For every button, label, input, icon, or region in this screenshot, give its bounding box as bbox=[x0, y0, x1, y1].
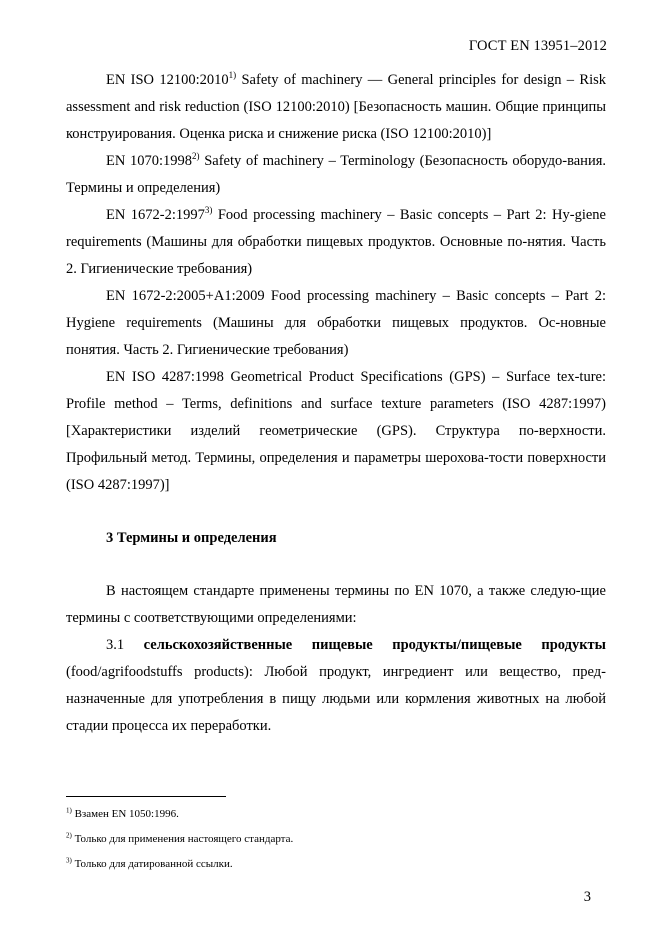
document-code: ГОСТ EN 13951–2012 bbox=[468, 38, 607, 54]
footnote-text: Только для датированной ссылки. bbox=[71, 858, 233, 870]
footnote-mark: 1) bbox=[228, 70, 237, 81]
section-heading: 3 Термины и определения bbox=[106, 530, 277, 546]
footnote bbox=[66, 852, 606, 877]
term-number: 3.1 bbox=[106, 637, 144, 653]
reference-code: EN 1070:1998 bbox=[106, 153, 193, 169]
footnote-mark: 3) bbox=[204, 205, 213, 216]
term-title: сельскохозяйственные пищевые продукты/пищевые продукты bbox=[143, 637, 606, 653]
reference-code: EN 1672-2:1997 bbox=[106, 207, 205, 223]
reference-item bbox=[66, 67, 606, 148]
reference-item bbox=[66, 283, 606, 364]
footnote-mark: 2) bbox=[192, 151, 200, 162]
reference-item bbox=[66, 148, 606, 202]
reference-item bbox=[66, 202, 606, 283]
reference-code: EN ISO 4287:1998 bbox=[106, 369, 224, 385]
footnote-divider bbox=[66, 796, 226, 797]
footnote-mark: 2) bbox=[66, 831, 72, 840]
footnote-text: Взамен EN 1050:1996. bbox=[71, 808, 179, 820]
footnote-mark: 3) bbox=[66, 856, 72, 865]
footnote-mark: 1) bbox=[66, 806, 72, 815]
reference-text: Food processing machinery – Basic concepts – Part 2: Hy-giene requirements (Машины для обработки пищевых продуктов. Основные по-нятия. Часть 2. Гигиенические требования) bbox=[66, 207, 606, 277]
term-definition: (food/agrifoodstuffs products): Любой продукт, ингредиент или вещество, пред-назначенные для употребления в пищу людьми или кормления животных на любой стадии процесса их переработки. bbox=[66, 664, 606, 734]
reference-code: EN 1672-2:2005+A1:2009 bbox=[106, 288, 265, 304]
page-body bbox=[66, 67, 606, 740]
reference-text: Geometrical Product Specifications (GPS) – Surface tex-ture: Profile method – Terms, definitions and surface texture parameters (ISO 4287:1997) [Характеристики изделий геометрические (GPS). Структура по-верхности. Профильный метод. Термины, определения и параметры шерохова-тости поверхности (ISO 4287:1997)] bbox=[66, 369, 606, 493]
section-intro: В настоящем стандарте применены термины по EN 1070, а также следую-щие термины с соответствующими определениями: bbox=[66, 583, 606, 626]
page-number: 3 bbox=[583, 889, 591, 905]
footnote-text: Только для применения настоящего стандарта. bbox=[71, 833, 294, 845]
reference-text: Safety of machinery — General principles for design – Risk assessment and risk reduction (ISO 12100:2010) [Безопасность машин. Общие принципы конструирования. Оценка риска и снижение риска (ISO 12100:2010)] bbox=[66, 72, 606, 142]
footnote bbox=[66, 802, 606, 827]
footnote bbox=[66, 827, 606, 852]
reference-text: Food processing machinery – Basic concepts – Part 2: Hygiene requirements (Машины для обработки пищевых продуктов. Ос-новные понятия. Часть 2. Гигиенические требования) bbox=[66, 288, 606, 358]
term-definition-paragraph bbox=[66, 632, 606, 740]
reference-item bbox=[66, 364, 606, 499]
reference-text: Safety of machinery – Terminology (Безопасность оборудо-вания. Термины и определения) bbox=[66, 153, 606, 196]
footnotes bbox=[66, 802, 606, 877]
reference-code: EN ISO 12100:2010 bbox=[106, 72, 229, 88]
